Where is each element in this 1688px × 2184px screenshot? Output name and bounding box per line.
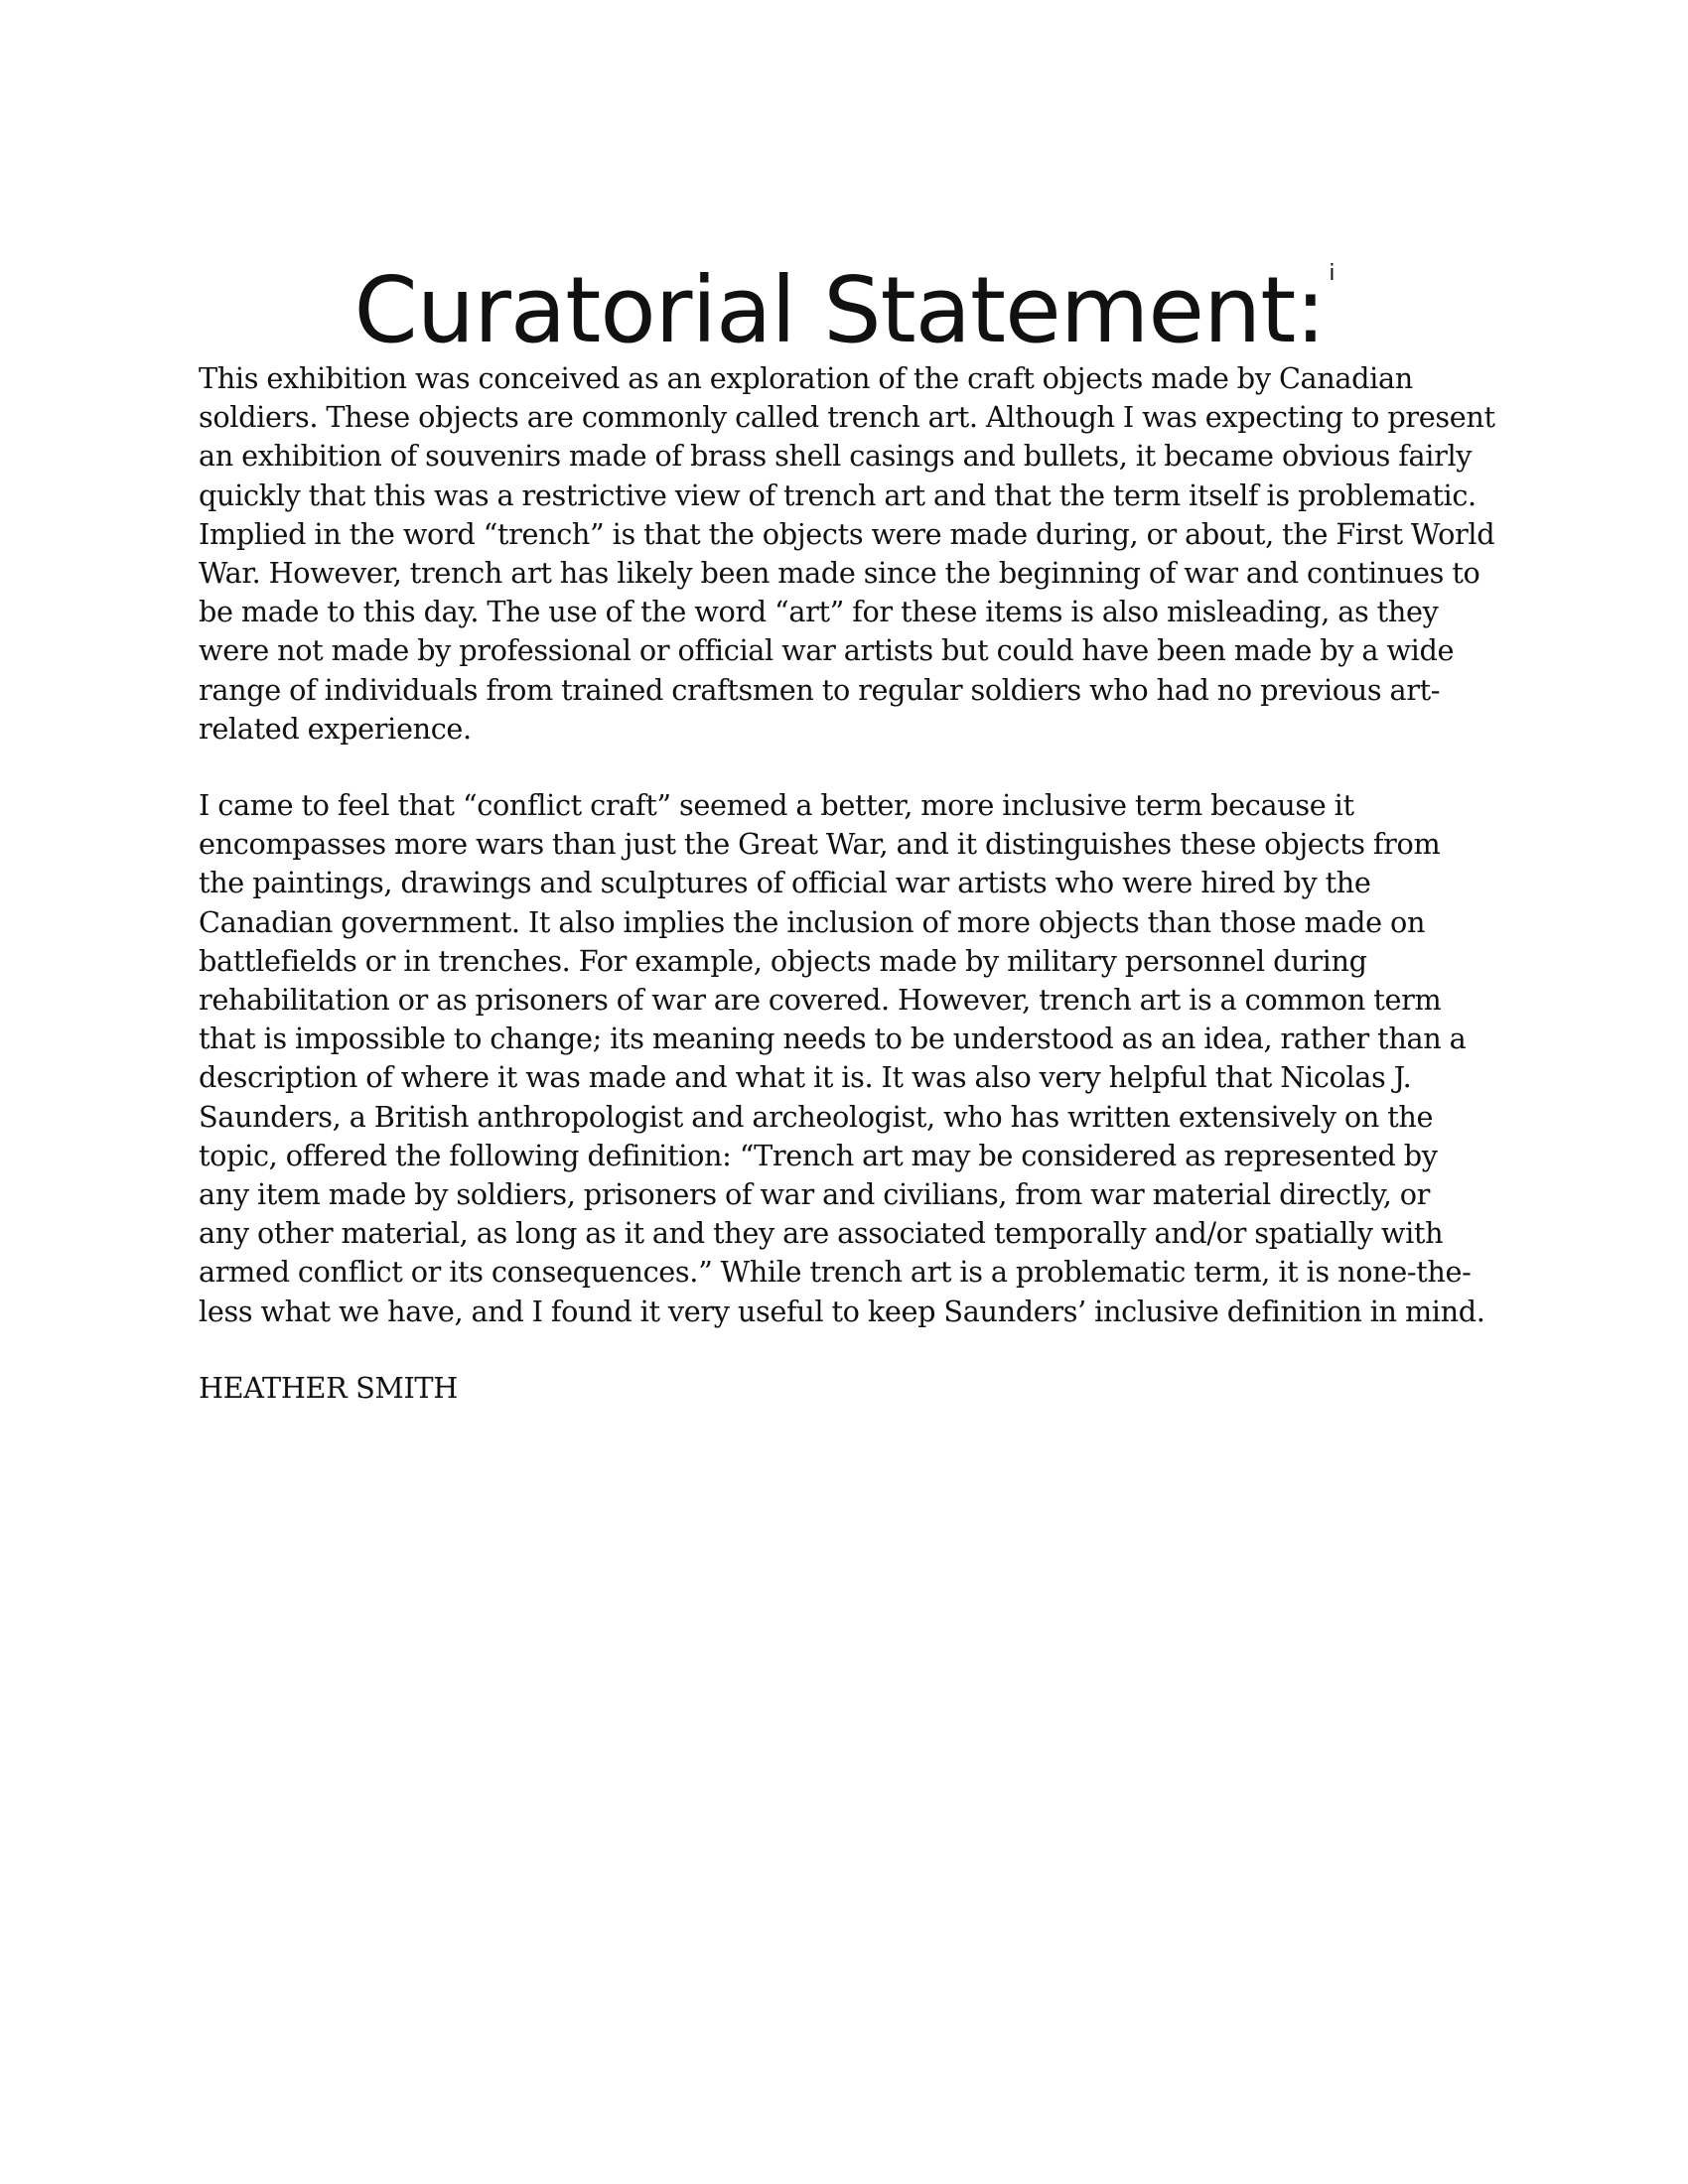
paragraph-1-line: be made to this day. The use of the word “art” for these items is also misleading, as they — [199, 595, 1439, 629]
paragraph-2 — [199, 786, 1499, 1331]
title-text: Curatorial Statement: — [353, 256, 1326, 363]
paragraph-2-line: that is impossible to change; its meaning needs to be understood as an idea, rather than a — [199, 1022, 1467, 1056]
paragraph-2-line: less what we have, and I found it very useful to keep Saunders’ inclusive definition in mind. — [199, 1294, 1485, 1328]
paragraph-1-line: related experience. — [199, 711, 472, 746]
endnote-marker: i — [1329, 260, 1335, 286]
paragraph-2-line: I came to feel that “conflict craft” seemed a better, more inclusive term because it — [199, 788, 1354, 823]
paragraph-2-line: encompasses more wars than just the Great War, and it distinguishes these objects from — [199, 827, 1441, 862]
paragraph-1-line: range of individuals from trained craftsmen to regular soldiers who had no previous art- — [199, 672, 1441, 707]
paragraph-2-line: Saunders, a British anthropologist and archeologist, who has written extensively on the — [199, 1099, 1434, 1134]
paragraph-1-line: were not made by professional or official war artists but could have been made by a wide — [199, 633, 1455, 668]
paragraph-2-line: battlefields or in trenches. For example, objects made by military personnel during — [199, 943, 1367, 978]
paragraph-1-line: soldiers. These objects are commonly called trench art. Although I was expecting to present — [199, 400, 1495, 435]
paragraph-2-line: rehabilitation or as prisoners of war are covered. However, trench art is a common term — [199, 983, 1442, 1018]
paragraph-2-line: topic, offered the following definition: “Trench art may be considered as represented by — [199, 1138, 1438, 1172]
paragraph-2-line: any item made by soldiers, prisoners of war and civilians, from war material directly, or — [199, 1177, 1431, 1212]
paragraph-1-line: an exhibition of souvenirs made of brass shell casings and bullets, it became obvious fairly — [199, 439, 1473, 474]
paragraph-2-line: description of where it was made and what it is. It was also very helpful that Nicolas J. — [199, 1060, 1412, 1095]
page-title — [353, 256, 1335, 363]
paragraph-2-line: any other material, as long as it and they are associated temporally and/or spatially with — [199, 1216, 1444, 1251]
paragraph-1-line: This exhibition was conceived as an exploration of the craft objects made by Canadian — [199, 361, 1413, 395]
author-signature: HEATHER SMITH — [199, 1370, 458, 1405]
paragraph-2-line: armed conflict or its consequences.” While trench art is a problematic term, it is none-the- — [199, 1255, 1472, 1290]
paragraph-2-line: Canadian government. It also implies the inclusion of more objects than those made on — [199, 904, 1426, 939]
paragraph-1-line: quickly that this was a restrictive view of trench art and that the term itself is problematic. — [199, 478, 1477, 512]
statement-body — [199, 359, 1499, 1408]
paragraph-2-line: the paintings, drawings and sculptures of official war artists who were hired by the — [199, 866, 1371, 900]
paragraph-1-line: War. However, trench art has likely been made since the beginning of war and continues to — [199, 556, 1480, 591]
paragraph-1 — [199, 359, 1499, 749]
paragraph-1-line: Implied in the word “trench” is that the objects were made during, or about, the First World — [199, 516, 1495, 551]
